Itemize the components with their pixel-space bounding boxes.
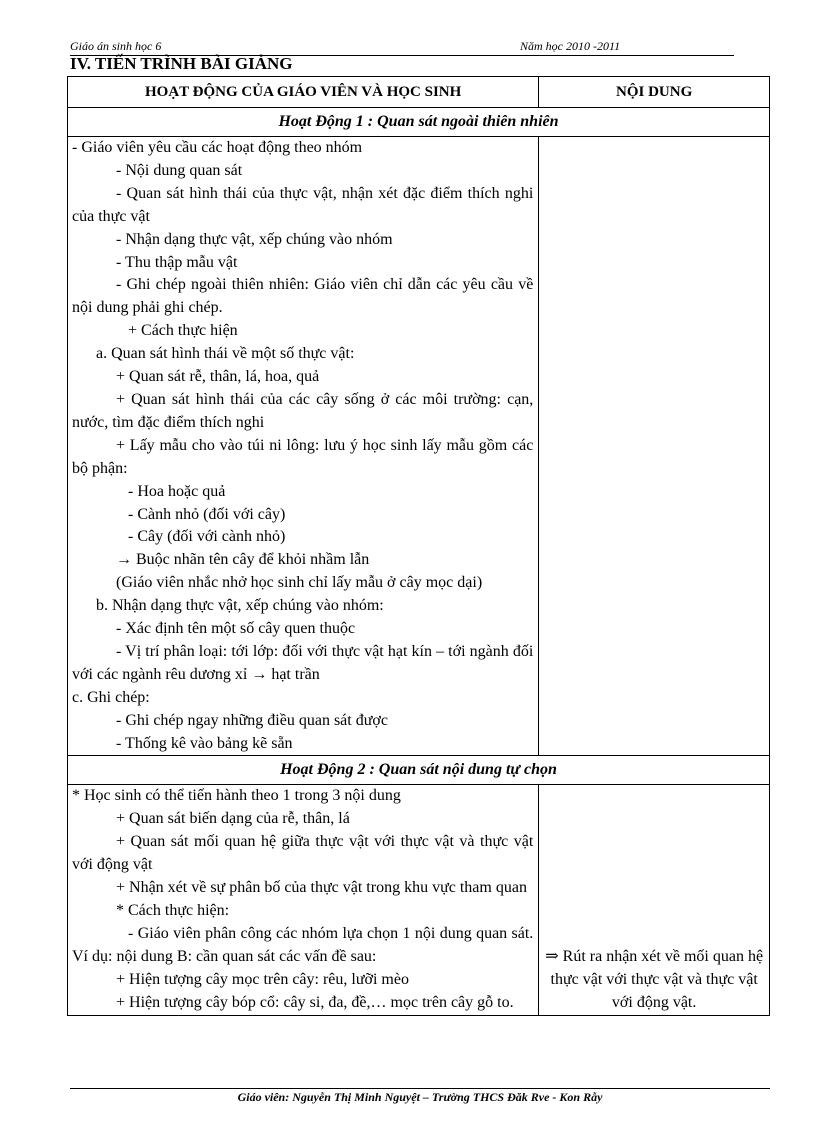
text-line: b. Nhận dạng thực vật, xếp chúng vào nhóm:: [96, 597, 384, 615]
text-line: - Nội dung quan sát: [116, 161, 243, 179]
text-line: + Quan sát mối quan hệ giữa thực vật với thực vật và thực vật với động vật: [72, 833, 534, 874]
section-title: IV. TIẾN TRÌNH BÀI GIẢNG: [70, 54, 293, 73]
text-line: - Ghi chép ngoài thiên nhiên: Giáo viên chỉ dẫn các yêu cầu về nội dung phải ghi chép.: [72, 276, 534, 317]
text-line: - Giáo viên phân công các nhóm lựa chọn 1 nội dung quan sát. Ví dụ: nội dung B: cần quan sát các vấn đề sau:: [72, 924, 534, 965]
text-line: + Quan sát rễ, thân, lá, hoa, quả: [116, 368, 320, 386]
activity-1-title: Hoạt Động 1 : Quan sát ngoài thiên nhiên: [68, 108, 770, 137]
activity-2-content: [68, 785, 539, 1015]
header-subject: Giáo án sinh học 6: [70, 39, 162, 53]
text-line: + Quan sát hình thái của các cây sống ở các môi trường: cạn, nước, tìm đặc điểm thích nghi: [72, 390, 534, 431]
column-header-content: NỘI DUNG: [539, 77, 770, 108]
activity-2-conclusion: ⇒ Rút ra nhận xét về mối quan hệ thực vật với thực vật và thực vật với động vật.: [539, 785, 770, 1015]
text-line: + Nhận xét về sự phân bố của thực vật trong khu vực tham quan: [116, 879, 527, 897]
text-line: + Lấy mẫu cho vào túi ni lông: lưu ý học sinh lấy mẫu gồm các bộ phận:: [72, 436, 534, 477]
text-line: - Thu thập mẫu vật: [116, 253, 238, 271]
text-line: → Buộc nhãn tên cây để khỏi nhầm lẫn: [116, 551, 370, 569]
text-line: - Cành nhỏ (đối với cây): [128, 505, 286, 523]
text-line: - Cây (đối với cành nhỏ): [128, 528, 286, 546]
page-footer: Giáo viên: Nguyễn Thị Minh Nguyệt – Trường THCS Đăk Rve - Kon Rẫy: [70, 1088, 770, 1105]
activity-1-content: [68, 137, 539, 756]
text-line: - Xác định tên một số cây quen thuộc: [116, 620, 356, 638]
text-line: + Quan sát biến dạng của rễ, thân, lá: [116, 810, 350, 828]
text-line: + Hiện tượng cây mọc trên cây: rêu, lưỡi mèo: [116, 970, 409, 988]
text-line: * Học sinh có thể tiến hành theo 1 trong 3 nội dung: [72, 787, 401, 805]
text-line: - Thống kê vào bảng kẽ sẵn: [116, 734, 293, 752]
text-line: - Nhận dạng thực vật, xếp chúng vào nhóm: [116, 230, 393, 248]
text-line: c. Ghi chép:: [72, 688, 150, 706]
text-line: + Hiện tượng cây bóp cổ: cây si, đa, đề,… mọc trên cây gỗ to.: [116, 993, 514, 1011]
text-line: - Hoa hoặc quả: [128, 482, 226, 500]
activity-2-title: Hoạt Động 2 : Quan sát nội dung tự chọn: [68, 756, 770, 785]
text-line: - Ghi chép ngay những điều quan sát được: [116, 711, 388, 729]
text-line: - Vị trí phân loại: tới lớp: đối với thực vật hạt kín – tới ngành đối với các ngành rêu dương xỉ → hạt trần: [72, 642, 534, 683]
header-school-year: Năm học 2010 -2011: [520, 39, 621, 53]
text-line: - Giáo viên yêu cầu các hoạt động theo nhóm: [72, 139, 363, 156]
text-line: - Quan sát hình thái của thực vật, nhận xét đặc điểm thích nghi của thực vật: [72, 184, 534, 225]
lesson-table: [67, 76, 770, 1016]
text-line: (Giáo viên nhắc nhở học sinh chỉ lấy mẫu ở cây mọc dại): [116, 574, 483, 592]
text-line: + Cách thực hiện: [128, 322, 238, 340]
column-header-activities: HOẠT ĐỘNG CỦA GIÁO VIÊN VÀ HỌC SINH: [68, 77, 539, 108]
text-line: * Cách thực hiện:: [116, 902, 230, 919]
text-line: a. Quan sát hình thái về một số thực vật:: [96, 345, 355, 363]
activity-1-notes-cell: [539, 137, 770, 756]
